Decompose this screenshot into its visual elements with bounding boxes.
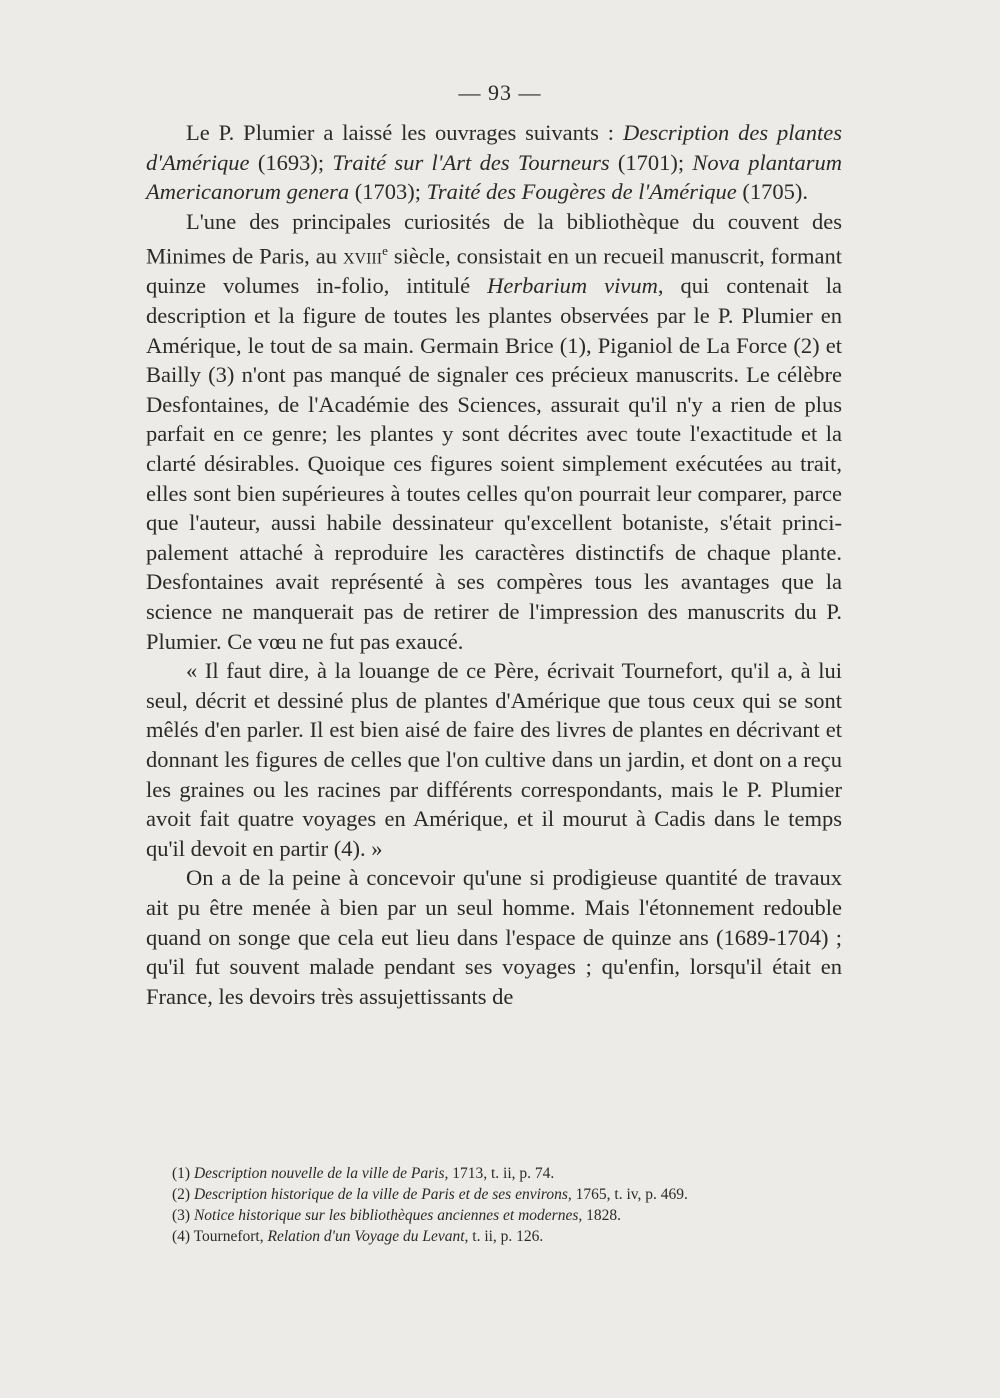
italic-title: Herbarium vivum: [487, 273, 658, 299]
footnote-rest: 1828.: [582, 1207, 622, 1224]
paragraph: [146, 207, 842, 656]
footnotes: [172, 1163, 862, 1247]
italic-title: Traité sur l'Art des Tourneurs: [332, 149, 610, 175]
main-text: [146, 118, 842, 1011]
footnote: [172, 1226, 862, 1247]
text-run: Le P. Plumier a laissé les ouvrages suivants :: [186, 120, 623, 145]
footnote-title: Notice historique sur les bibliothèques anciennes et modernes,: [193, 1207, 583, 1224]
page-number: — 93 —: [458, 80, 542, 105]
paragraph: [146, 863, 842, 1011]
text-run: (1701);: [609, 149, 693, 175]
footnote-title: Description historique de la ville de Paris et de ses environs,: [193, 1186, 572, 1203]
italic-title: Traité des Fougères de l'Amérique: [426, 179, 737, 205]
text-run: (1705).: [736, 179, 809, 205]
text-run: siècle, consistait en un recueil manuscrit, formant quinze volumes in-folio, intitulé: [146, 243, 842, 299]
footnote-num: (3): [172, 1207, 194, 1224]
footnote-title: Description nouvelle de la ville de Paris,: [193, 1165, 449, 1182]
text-run: (1703);: [349, 179, 427, 205]
paragraph: [146, 118, 842, 207]
footnote: [172, 1163, 862, 1184]
footnote: [172, 1205, 862, 1226]
footnote-pre: Tournefort,: [193, 1228, 268, 1245]
footnote-num: (2): [172, 1186, 194, 1203]
superscript: e: [382, 243, 388, 259]
text-run: « Il faut dire, à la louange de ce Père, écrivait Tournefort, qu'il a, à lui seul, décrit et dessiné plus de plantes d'Amérique que tous ceux qui se sont mêlés d'en parler. Il est bien aisé de faire des livres de plantes en décrivant et donnant les figures de celles que l'on cultive dans un jardin, et dont on a reçu les graines ou les racines par différents correspondants, mais le P. Plumier avoit fait quatre voyages en Amérique, et il mourut à Cadis dans le temps qu'il devoit en partir (4). »: [146, 658, 842, 861]
footnote-num: (1): [172, 1165, 194, 1182]
footnote-rest: 1713, t. ii, p. 74.: [448, 1165, 555, 1182]
footnote-rest: 1765, t. iv, p. 469.: [571, 1186, 688, 1203]
text-run: L'une des principales curiosités de la bibliothèque du couvent des Minimes de Paris, au: [146, 208, 842, 269]
text-run: (1693);: [249, 149, 333, 175]
italic-title: Description des plantes d'Amérique: [146, 120, 842, 175]
footnote-title: Relation d'un Voyage du Levant,: [267, 1228, 469, 1245]
paragraph: [146, 656, 842, 863]
italic-title: Nova plantarum Americanorum genera: [146, 149, 842, 205]
text-run: On a de la peine à concevoir qu'une si prodigieuse quantité de travaux ait pu être menée à bien par un seul homme. Mais l'étonnement redouble quand on songe que cela eut lieu dans l'espace de quinze ans (1689-1704) ; qu'il fut souvent malade pendant ses voyages ; qu'enfin, lorsqu'il était en France, les devoirs très assujettissants de: [146, 865, 842, 1009]
footnote: [172, 1184, 862, 1205]
text-run: xviii: [342, 243, 383, 269]
text-run: , qui contenait la description et la figure de toutes les plantes observées par le P. Plumier en Amérique, le tout de sa main. Germain Brice (1), Piganiol de La Force (2) et Bailly (3) n'ont pas manqué de signaler ces précieux manuscrits. Le célèbre Desfontaines, de l'Académie des Sciences, assurait qu'il n'y a rien de plus parfait en ce genre; les plantes y sont décrites avec toute l'exactitude et la clarté désirables. Quoique ces figures soient simplement exécutées au trait, elles sont bien supérieures à toutes celles qu'on pourrait leur comparer, parce que l'auteur, aussi habile dessinateur qu'excellent botaniste, s'était principalement attaché à reproduire les caractères distinctifs de chaque plante. Desfontaines avait représenté à ses compères tous les avantages que la science ne manquerait pas de retirer de l'impression des manuscrits du P. Plumier. Ce vœu ne fut pas exaucé.: [146, 273, 842, 654]
footnote-num: (4): [172, 1228, 194, 1245]
footnote-rest: t. ii, p. 126.: [468, 1228, 544, 1245]
